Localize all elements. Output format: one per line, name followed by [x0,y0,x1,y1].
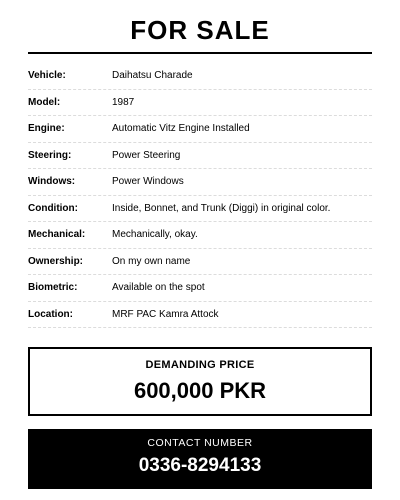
spec-value: Automatic Vitz Engine Installed [112,123,250,135]
spec-label: Biometric: [28,282,78,294]
spec-label: Location: [28,308,73,320]
spec-label: Ownership: [28,255,84,267]
spec-value: Daihatsu Charade [112,70,193,82]
spec-row-steering [28,143,372,170]
spec-label: Windows: [28,176,76,188]
spec-value: On my own name [112,255,191,267]
spec-row-location [28,302,372,329]
spec-value: Power Windows [112,176,184,188]
spec-row-mechanical [28,222,372,249]
price-box [28,347,372,416]
spec-row-condition [28,196,372,223]
spec-label: Vehicle: [28,70,66,82]
title-divider [28,52,372,54]
spec-row-windows [28,169,372,196]
spec-label: Model: [28,96,61,108]
spec-label: Mechanical: [28,229,86,241]
spec-value: 1987 [112,96,135,108]
contact-phone-number: 0336-8294133 [138,455,262,476]
spec-value: MRF PAC Kamra Attock [112,308,219,320]
spec-row-model [28,90,372,117]
spec-label: Condition: [28,202,78,214]
contact-box [28,429,372,489]
spec-row-ownership [28,249,372,276]
page-title: FOR SALE [130,15,270,45]
price-value: 600,000 PKR [133,378,267,403]
spec-value: Power Steering [112,149,181,161]
spec-label: Engine: [28,123,65,135]
spec-value: Available on the spot [112,282,205,294]
spec-row-engine [28,116,372,143]
spec-row-biometric [28,275,372,302]
contact-label: CONTACT NUMBER [147,437,253,449]
spec-row-vehicle [28,63,372,90]
spec-value: Inside, Bonnet, and Trunk (Diggi) in original color. [112,202,331,214]
price-label: DEMANDING PRICE [145,359,255,371]
specs-table [28,63,372,328]
spec-label: Steering: [28,149,72,161]
spec-value: Mechanically, okay. [112,229,198,241]
